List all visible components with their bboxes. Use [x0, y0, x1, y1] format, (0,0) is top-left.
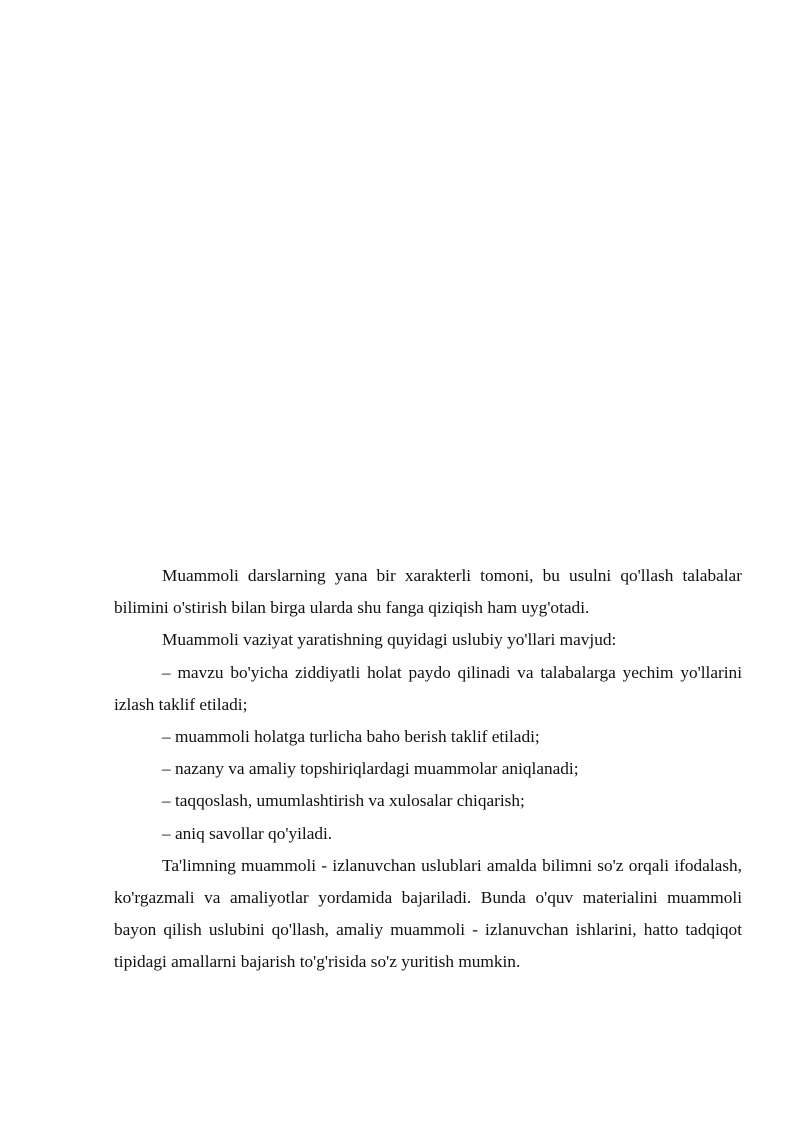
list-item-problems: – nazany va amaliy topshiriqlardagi muammolar aniqlanadi; [162, 759, 579, 779]
paragraph-intro: Muammoli darslarning yana bir xarakterli tomoni, bu usulni qo'llash talabalar bilimini o'stirish bilan birga ularda shu fanga qiziqish ham uyg'otadi. [114, 566, 742, 618]
list-item-questions: – aniq savollar qo'yiladi. [162, 823, 333, 843]
paragraph-conclusion: Ta'limning muammoli - izlanuvchan uslublari amalda bilimni so'z orqali ifodalash, ko'rgazmali va amaliyotlar yordamida bajariladi. Bunda o'quv materialini muammoli bayon qilish uslubini qo'llash, amaliy muammoli - izlanuvchan ishlarini, hatto tadqiqot tipidagi amallarni bajarish to'g'risida so'z yuritish mumkin. [114, 855, 742, 972]
document-body [114, 560, 742, 979]
paragraph-methods-heading: Muammoli vaziyat yaratishning quyidagi uslubiy yo'llari mavjud: [162, 630, 617, 650]
list-item-evaluation: – muammoli holatga turlicha baho berish taklif etiladi; [162, 727, 540, 747]
list-item-contradiction: – mavzu bo'yicha ziddiyatli holat paydo qilinadi va talabalarga yechim yo'llarini izlash taklif etiladi; [114, 662, 742, 714]
list-item-comparison: – taqqoslash, umumlashtirish va xulosalar chiqarish; [162, 791, 525, 811]
